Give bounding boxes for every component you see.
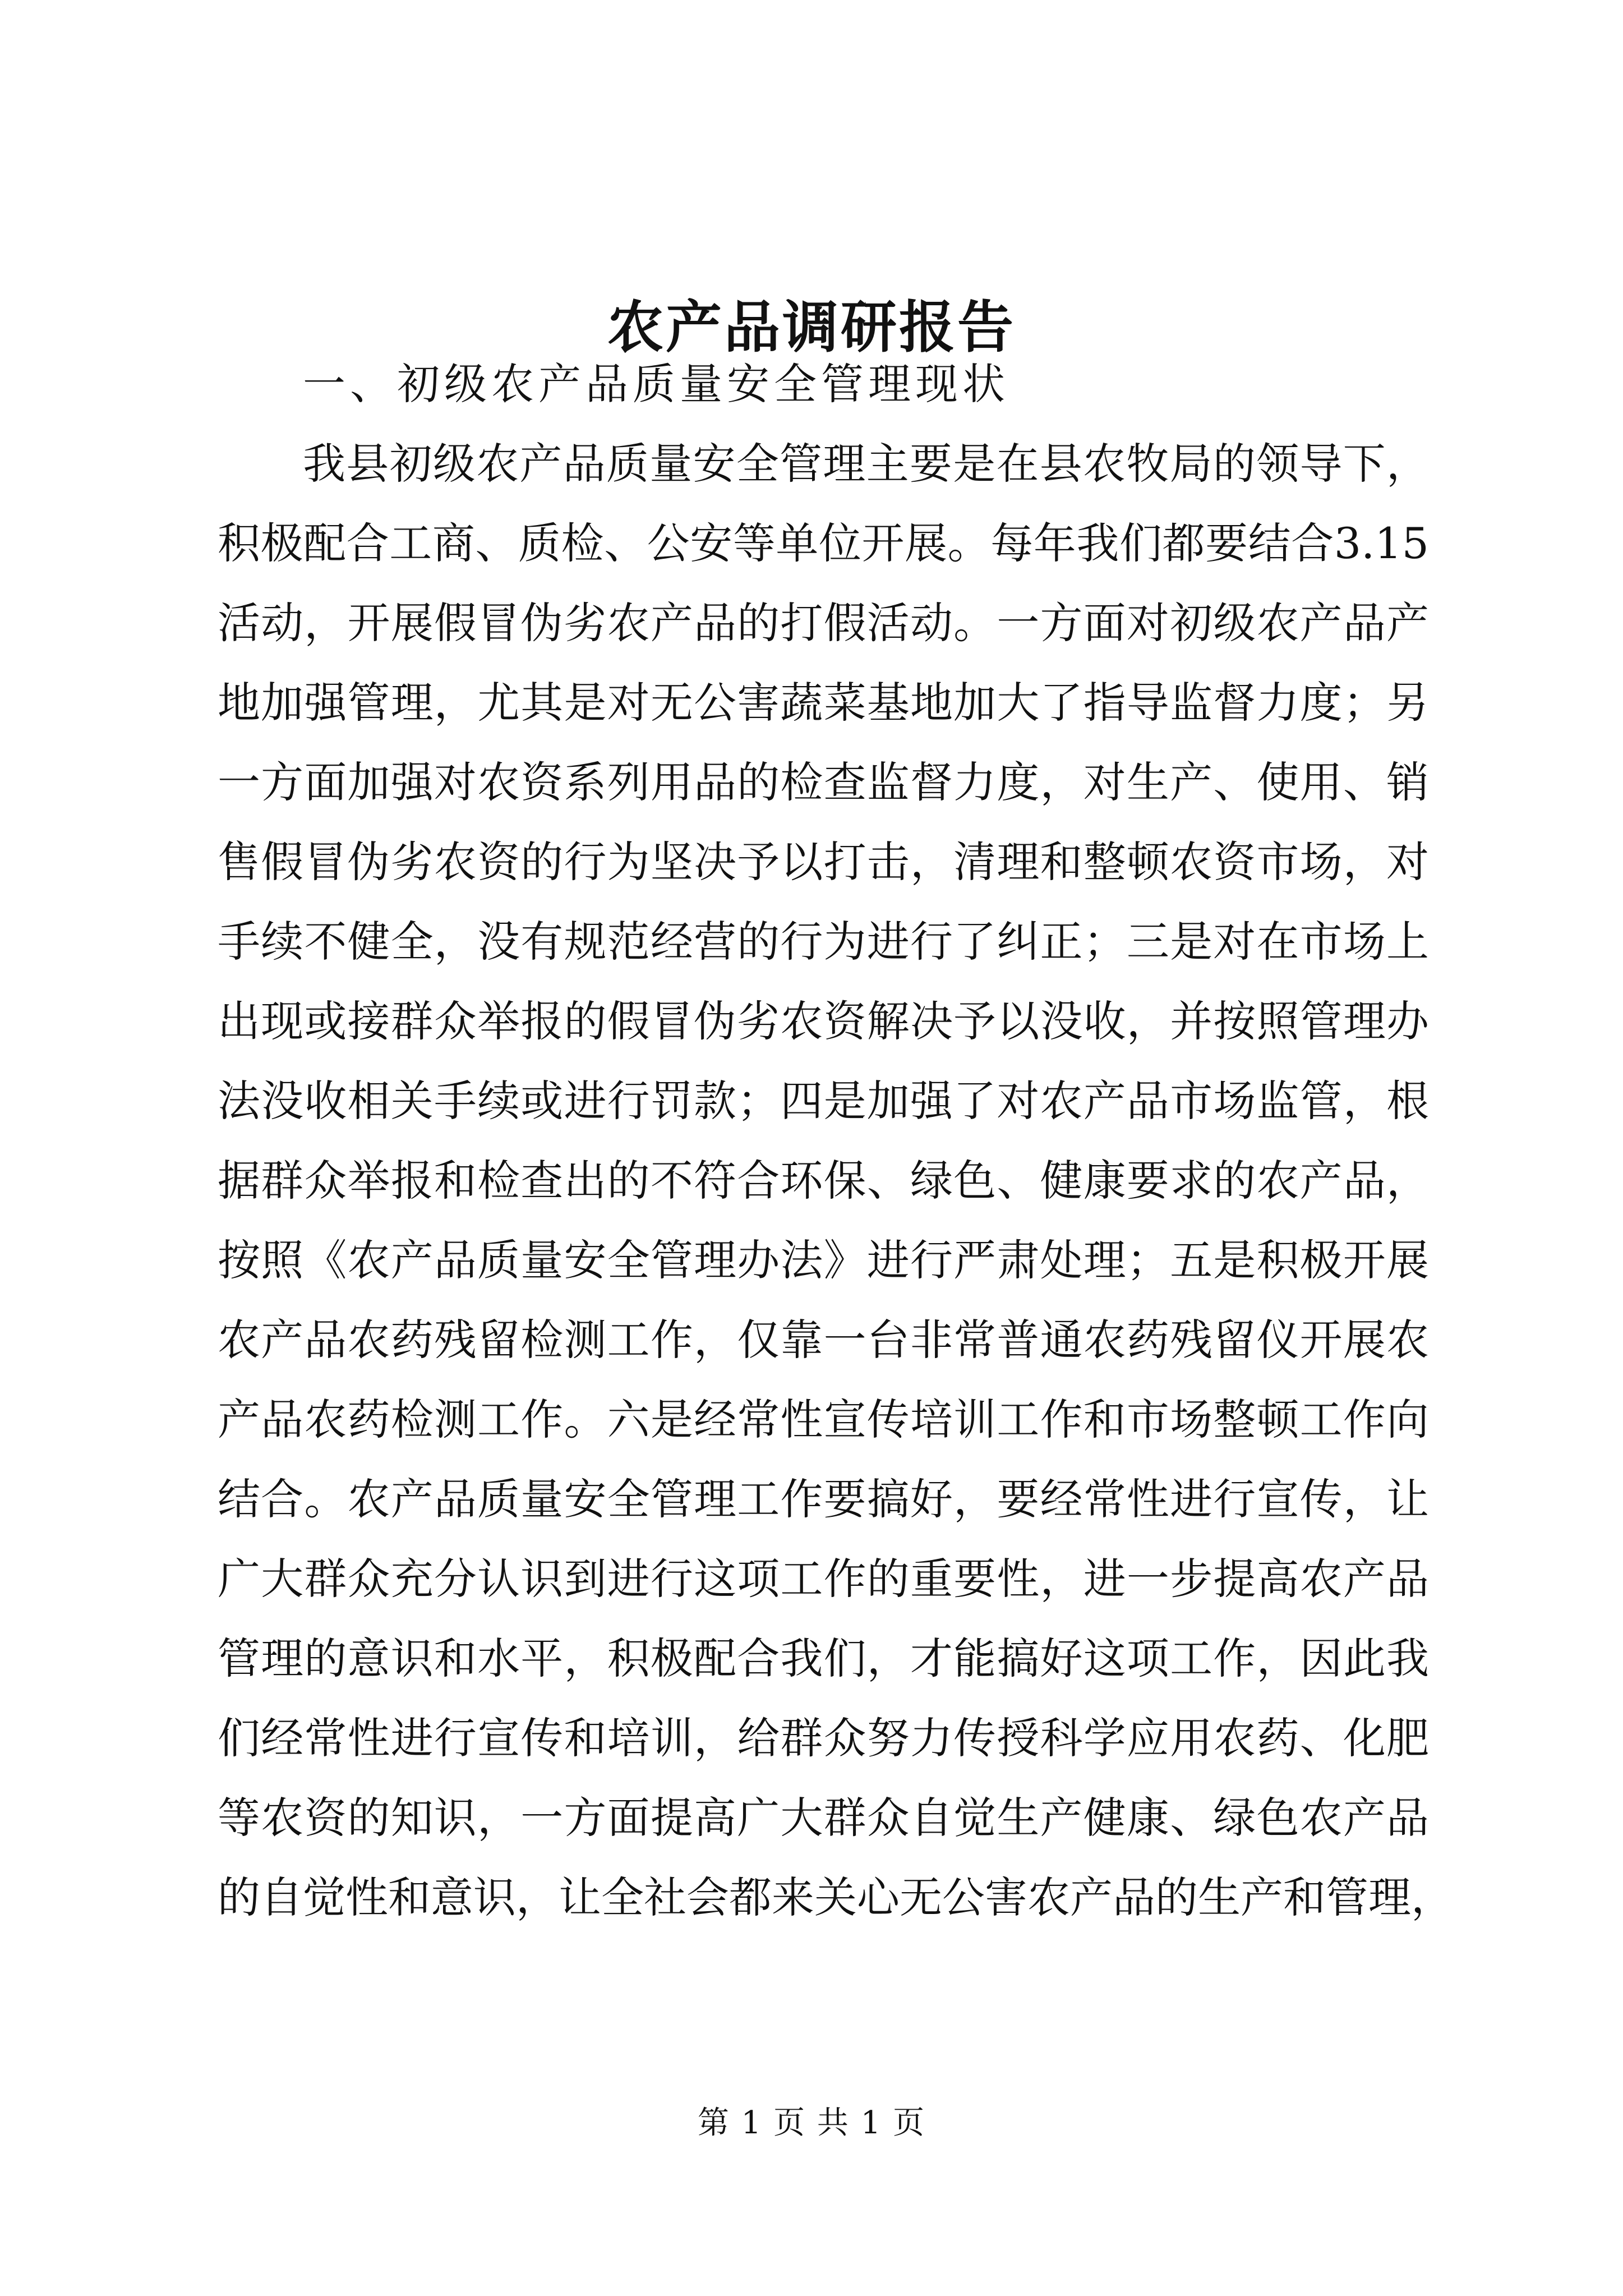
paragraph-line: 据群众举报和检查出的不符合环保、绿色、健康要求的农产品， bbox=[218, 1156, 1429, 1205]
paragraph-line: 售假冒伪劣农资的行为坚决予以打击，清理和整顿农资市场，对 bbox=[218, 837, 1429, 887]
paragraph-line: 广大群众充分认识到进行这项工作的重要性，进一步提高农产品 bbox=[218, 1554, 1429, 1604]
paragraph-line: 法没收相关手续或进行罚款；四是加强了对农产品市场监管，根 bbox=[218, 1076, 1429, 1126]
paragraph-line: 们经常性进行宣传和培训，给群众努力传授科学应用农药、化肥 bbox=[218, 1713, 1429, 1763]
paragraph-line: 产品农药检测工作。六是经常性宣传培训工作和市场整顿工作向 bbox=[218, 1395, 1429, 1444]
document-title: 农产品调研报告 bbox=[607, 294, 1016, 360]
paragraph-line: 出现或接群众举报的假冒伪劣农资解决予以没收，并按照管理办 bbox=[218, 996, 1429, 1046]
paragraph-line: 地加强管理，尤其是对无公害蔬菜基地加大了指导监督力度；另 bbox=[218, 678, 1429, 728]
paragraph-line: 管理的意识和水平，积极配合我们，才能搞好这项工作，因此我 bbox=[218, 1634, 1429, 1683]
section-heading: 一、初级农产品质量安全管理现状 bbox=[303, 359, 1009, 409]
paragraph-line: 等农资的知识，一方面提高广大群众自觉生产健康、绿色农产品 bbox=[218, 1793, 1429, 1843]
page-footer: 第 1 页 共 1 页 bbox=[697, 2105, 926, 2141]
paragraph-line: 一方面加强对农资系列用品的检查监督力度，对生产、使用、销 bbox=[218, 757, 1429, 807]
document-body bbox=[218, 344, 1454, 1938]
paragraph-line: 结合。农产品质量安全管理工作要搞好，要经常性进行宣传，让 bbox=[218, 1474, 1429, 1524]
paragraph-line: 的自觉性和意识，让全社会都来关心无公害农产品的生产和管理， bbox=[218, 1872, 1454, 1922]
paragraph-line: 积极配合工商、质检、公安等单位开展。每年我们都要结合3.15 bbox=[218, 518, 1429, 568]
paragraph-line: 我县初级农产品质量安全管理主要是在县农牧局的领导下， bbox=[303, 439, 1429, 489]
paragraph-line: 按照《农产品质量安全管理办法》进行严肃处理；五是积极开展 bbox=[218, 1235, 1429, 1285]
paragraph-line: 手续不健全，没有规范经营的行为进行了纠正；三是对在市场上 bbox=[218, 917, 1429, 967]
paragraph-line: 农产品农药残留检测工作，仅靠一台非常普通农药残留仪开展农 bbox=[218, 1315, 1429, 1365]
paragraph-line: 活动，开展假冒伪劣农产品的打假活动。一方面对初级农产品产 bbox=[218, 598, 1429, 648]
